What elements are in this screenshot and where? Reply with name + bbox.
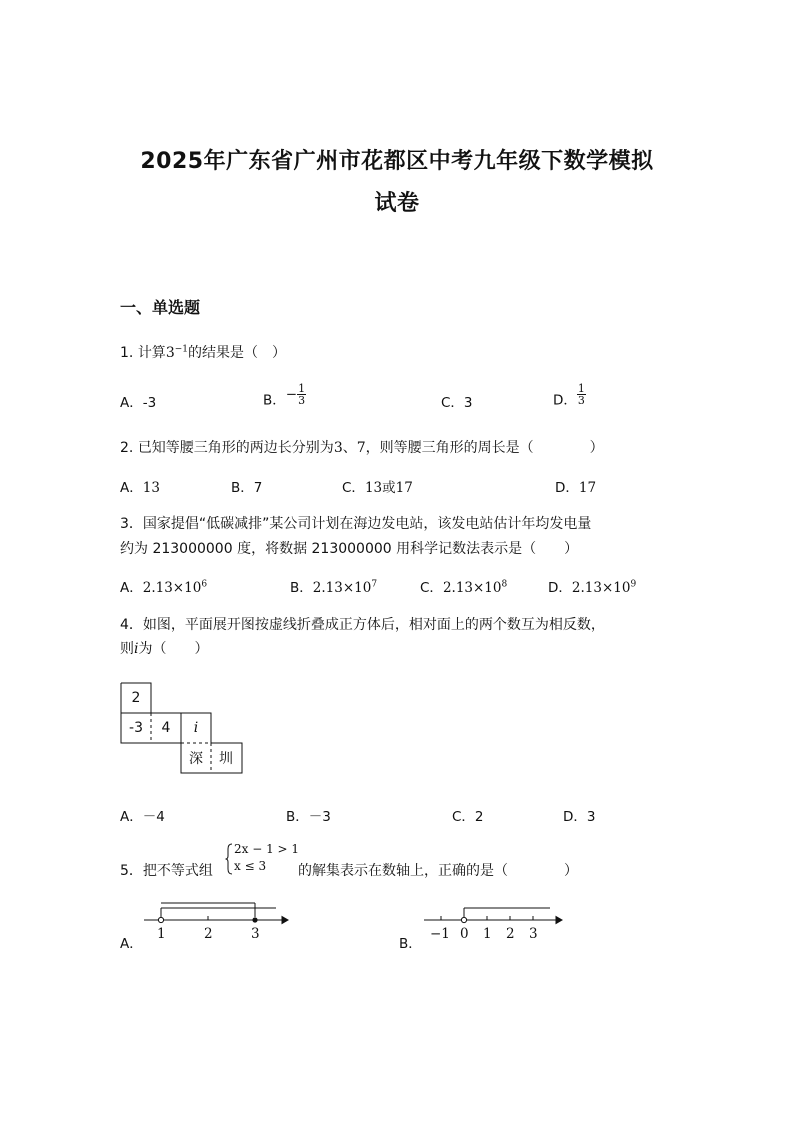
q4-option-c[interactable]: C．2 [452,809,484,825]
q2-number: 2. [120,440,134,456]
q4-option-a[interactable]: A．－4 [120,809,165,825]
q5-text: 把不等式组 [142,863,213,879]
q3-b-exponent: 7 [371,579,378,590]
inequality-1: 2x − 1 > 1 [234,842,300,856]
question-4-line1: 4．如图，平面展开图按虚线折叠成正方体后，相对面上的两个数互为相反数， [120,617,605,633]
q2-b-value: 7 [253,480,263,496]
q2-a-value: 13 [142,480,160,496]
number-line-b-tick-0: 0 [460,926,469,942]
q4-text-end: 为（ ） [138,641,209,657]
question-3-line1: 3．国家提倡“低碳减排”某公司计划在海边发电站，该发电站估计年均发电量 [120,516,592,532]
q1-base: 3 [165,345,175,361]
q2-b-label: B． [231,480,254,496]
q3-c-label: C． [420,580,443,596]
net-cell-neg3: -3 [129,720,143,736]
q2-values: 3、7 [333,440,366,456]
q3-c-value: 2.13×10 [442,580,502,596]
number-line-a-tick-3: 3 [251,926,260,942]
q3-b-label: B． [290,580,313,596]
q2-text: 已知等腰三角形的两边长分别为 [137,440,334,456]
q5-option-a[interactable]: A． [120,936,143,952]
q3-a-exponent: 6 [201,579,208,590]
q1-option-d-label: D． [553,392,577,409]
q4-option-d[interactable]: D．3 [563,809,596,825]
q3-d-value: 2.13×10 [571,580,631,596]
q1-option-a[interactable]: A．-3 [120,395,157,411]
q3-a-value: 2.13×10 [142,580,202,596]
number-line-b-tick-1: 1 [483,926,492,942]
net-cell-zhen: 圳 [219,751,233,767]
q1-exponent: −1 [174,344,189,355]
q3-d-exponent: 9 [630,579,637,590]
page-title-line2: 试卷 [374,191,420,216]
q1-option-b-label: B． [263,392,286,409]
q1-b-denominator: 3 [298,394,306,407]
q3-d-label: D． [548,580,572,596]
section-heading: 一、单选题 [120,298,201,317]
number-line-a-tick-1: 1 [157,926,166,942]
q1-number: 1. [120,345,134,361]
q1-text-end: 的结果是（ ） [188,345,287,361]
q2-text-end: ，则等腰三角形的周长是（ ） [365,440,604,456]
q4-variable: i [134,641,139,657]
page-title: 2025年广东省广州市花都区中考九年级下数学模拟 [140,149,654,174]
q3-c-exponent: 8 [501,579,508,590]
q1-text: 计算 [137,345,166,361]
q5-number: 5． [120,863,143,879]
net-cell-2: 2 [131,690,141,706]
q1-d-numerator: 1 [577,382,585,395]
q2-d-value: 17 [578,480,597,496]
inequality-2: x ≤ 3 [234,859,267,873]
q3-b-value: 2.13×10 [312,580,372,596]
net-cell-i: i [193,720,199,736]
q2-a-label: A． [120,480,143,496]
q1-b-numerator: 1 [298,382,306,395]
q2-c-value: 13或17 [364,480,413,496]
question-3-line2: 约为 213000000 度，将数据 213000000 用科学记数法表示是（ ） [120,541,579,557]
net-cell-4: 4 [161,720,171,736]
number-line-b-tick-neg1: −1 [430,926,450,942]
q2-c-label: C． [342,480,365,496]
q3-a-label: A． [120,580,143,596]
q1-d-denominator: 3 [577,394,585,407]
q1-option-c[interactable]: C．3 [441,395,473,411]
q5-option-b[interactable]: B． [399,936,422,952]
number-line-a-tick-2: 2 [204,926,213,942]
number-line-b-tick-2: 2 [506,926,515,942]
number-line-b-tick-3: 3 [529,926,538,942]
q4-option-b[interactable]: B．－3 [286,809,331,825]
question-5-end: 的解集表示在数轴上，正确的是（ ） [298,863,578,879]
q2-d-label: D． [555,480,579,496]
net-cell-shen: 深 [189,751,203,767]
q4-text: 则 [120,641,134,657]
q1-option-b-sign: − [285,386,298,403]
